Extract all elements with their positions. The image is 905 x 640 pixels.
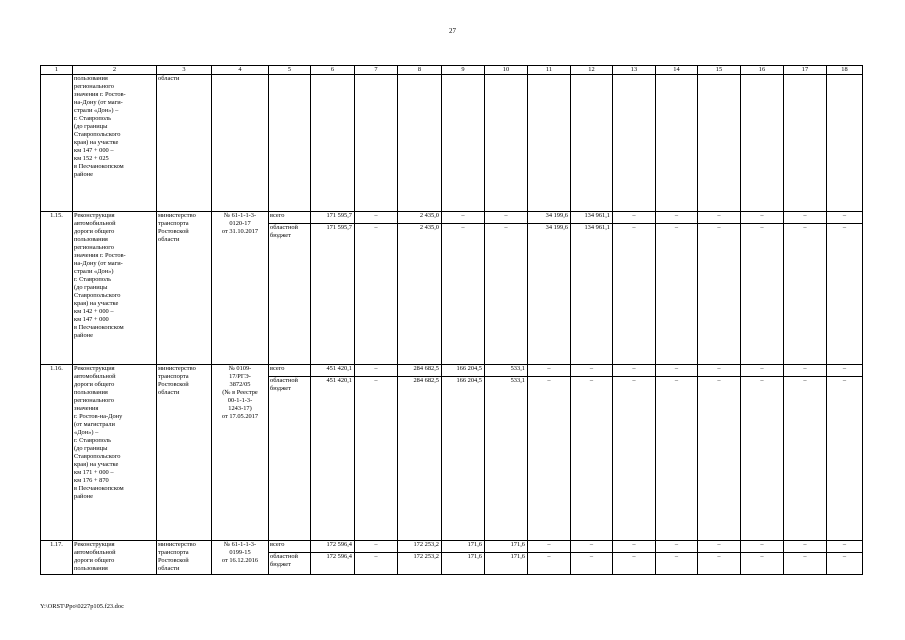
cell-col-16: – (741, 541, 784, 553)
cell-col-8: 2 435,0 (398, 212, 442, 224)
cell-number: 1.17. (41, 541, 73, 575)
cell-col-12: 134 961,1 (571, 212, 613, 224)
cell-col-8: 284 682,5 (398, 365, 442, 377)
cell-col-15: – (698, 541, 741, 553)
cell-col-7: – (355, 224, 398, 365)
cell-col-18: – (827, 377, 863, 541)
cell-name: Реконструкция автомобильной дороги общего пользования (73, 541, 157, 575)
cell-col-12: – (571, 541, 613, 553)
column-number: 4 (212, 66, 269, 75)
cell-col-8: 172 253,2 (398, 553, 442, 575)
cell-funding-source: всего (269, 541, 311, 553)
column-number: 2 (73, 66, 157, 75)
cell-col-9: – (442, 224, 485, 365)
cell-col-15: – (698, 212, 741, 224)
cell-col-9: – (442, 212, 485, 224)
column-number: 3 (157, 66, 212, 75)
cell-col-14: – (656, 377, 698, 541)
cell-col-14: – (656, 224, 698, 365)
table-row (41, 365, 863, 377)
cell-col-10: 533,1 (485, 365, 528, 377)
cell-col-17: – (784, 377, 827, 541)
column-number: 17 (784, 66, 827, 75)
program-table (40, 65, 863, 575)
cell-col-9: 166 204,5 (442, 365, 485, 377)
cell-col-12: – (571, 365, 613, 377)
table-row (41, 541, 863, 553)
cell-col-12: 134 961,1 (571, 224, 613, 365)
cell-number: 1.16. (41, 365, 73, 541)
cell-col-13: – (613, 365, 656, 377)
cell-col-10: – (485, 212, 528, 224)
cell-col-9: 171,6 (442, 541, 485, 553)
column-number-row (41, 66, 863, 75)
cell-col-9: 171,6 (442, 553, 485, 575)
cell-col-10: 533,1 (485, 377, 528, 541)
column-number: 5 (269, 66, 311, 75)
cell-col-9: 166 204,5 (442, 377, 485, 541)
cell-col-6: 172 596,4 (311, 553, 355, 575)
cell-name: Реконструкция автомобильной дороги общего пользования регионального значения г. Ростов- на-Дону (от маги- страли «Дон») г. Ставрополь (до границы Ставропольского края) на участке км 142 + 000 – км 147 + 000 в Песчанокопском районе (73, 212, 157, 365)
cell-col-13: – (613, 377, 656, 541)
cell-col-15: – (698, 553, 741, 575)
table-row (41, 212, 863, 224)
column-number: 6 (311, 66, 355, 75)
column-number: 1 (41, 66, 73, 75)
cell-col-13: – (613, 224, 656, 365)
cell-col-17: – (784, 541, 827, 553)
cell-col-14: – (656, 365, 698, 377)
column-number: 16 (741, 66, 784, 75)
cell-col-11: – (528, 553, 571, 575)
cell-col-7: – (355, 553, 398, 575)
cell-funding-source: областной бюджет (269, 224, 311, 365)
cell-col-10: 171,6 (485, 553, 528, 575)
cell-col-7: – (355, 541, 398, 553)
cell-col-12: – (571, 377, 613, 541)
cell-col-6: 451 420,1 (311, 377, 355, 541)
cell-col-18: – (827, 553, 863, 575)
cell-name: Реконструкция автомобильной дороги общего пользования регионального значения г. Ростов-на-Дону (от магистрали «Дон») – г. Ставрополь (до границы Ставропольского края) на участке км 171 + 000 – км 176 + 870 в Песчанокопском районе (73, 365, 157, 541)
cell-col-11: 34 199,6 (528, 224, 571, 365)
cell-col-11: – (528, 365, 571, 377)
cell-col-12: – (571, 553, 613, 575)
cell-col-14: – (656, 212, 698, 224)
column-number: 15 (698, 66, 741, 75)
cell-col-17: – (784, 365, 827, 377)
cell-col-6: 451 420,1 (311, 365, 355, 377)
cell-col-10: – (485, 224, 528, 365)
page-number: 27 (449, 27, 456, 35)
cell-col-14: – (656, 541, 698, 553)
cell-number (41, 75, 73, 212)
cell-col-11: – (528, 541, 571, 553)
cell-document: № 0109- 17/РГЭ- 3872/05 (№ в Реестре 00-1-1-3- 1243-17) от 17.05.2017 (212, 365, 269, 541)
cell-col-16: – (741, 224, 784, 365)
cell-col-13: – (613, 541, 656, 553)
cell-col-16: – (741, 365, 784, 377)
cell-funding-source: областной бюджет (269, 553, 311, 575)
cell-organization: министерство транспорта Ростовской области (157, 212, 212, 365)
cell-funding-source: областной бюджет (269, 377, 311, 541)
column-number: 7 (355, 66, 398, 75)
table-row-continuation (41, 75, 863, 212)
cell-col-8: 284 682,5 (398, 377, 442, 541)
cell-col-14: – (656, 553, 698, 575)
cell-col-18: – (827, 365, 863, 377)
cell-col-16: – (741, 377, 784, 541)
cell-col-18: – (827, 224, 863, 365)
cell-col-11: – (528, 377, 571, 541)
column-number: 13 (613, 66, 656, 75)
cell-col-7: – (355, 365, 398, 377)
column-number: 12 (571, 66, 613, 75)
column-number: 8 (398, 66, 442, 75)
cell-organization: министерство транспорта Ростовской области (157, 541, 212, 575)
cell-col-16: – (741, 212, 784, 224)
cell-col-15: – (698, 377, 741, 541)
cell-number: 1.15. (41, 212, 73, 365)
cell-document: № 61-1-1-3- 0120-17 от 31.10.2017 (212, 212, 269, 365)
cell-col-13: – (613, 553, 656, 575)
cell-organization: министерство транспорта Ростовской области (157, 365, 212, 541)
cell-funding-source: всего (269, 212, 311, 224)
column-number: 10 (485, 66, 528, 75)
cell-col-17: – (784, 553, 827, 575)
cell-col-8: 172 253,2 (398, 541, 442, 553)
column-number: 18 (827, 66, 863, 75)
cell-organization: области (157, 75, 212, 212)
cell-col-18: – (827, 212, 863, 224)
column-number: 14 (656, 66, 698, 75)
cell-col-17: – (784, 212, 827, 224)
cell-col-6: 171 595,7 (311, 224, 355, 365)
column-number: 9 (442, 66, 485, 75)
cell-col-16: – (741, 553, 784, 575)
cell-col-6: 172 596,4 (311, 541, 355, 553)
cell-col-6: 171 595,7 (311, 212, 355, 224)
cell-name: пользования регионального значения г. Ростов- на-Дону (от маги- страли «Дон») – г. Ставрополь (до границы Ставропольского края) на участке км 147 + 000 – км 152 + 025 в Песчанокопском районе (73, 75, 157, 212)
cell-col-10: 171,6 (485, 541, 528, 553)
cell-col-13: – (613, 212, 656, 224)
cell-col-17: – (784, 224, 827, 365)
cell-col-15: – (698, 365, 741, 377)
cell-funding-source: всего (269, 365, 311, 377)
cell-col-7: – (355, 377, 398, 541)
cell-col-18: – (827, 541, 863, 553)
cell-col-15: – (698, 224, 741, 365)
file-path-footer: Y:\ORST\Ppo\0227p105.f23.doc (40, 603, 124, 610)
cell-col-8: 2 435,0 (398, 224, 442, 365)
cell-col-7: – (355, 212, 398, 224)
cell-col-11: 34 199,6 (528, 212, 571, 224)
column-number: 11 (528, 66, 571, 75)
cell-document: № 61-1-1-3- 0199-15 от 16.12.2016 (212, 541, 269, 575)
